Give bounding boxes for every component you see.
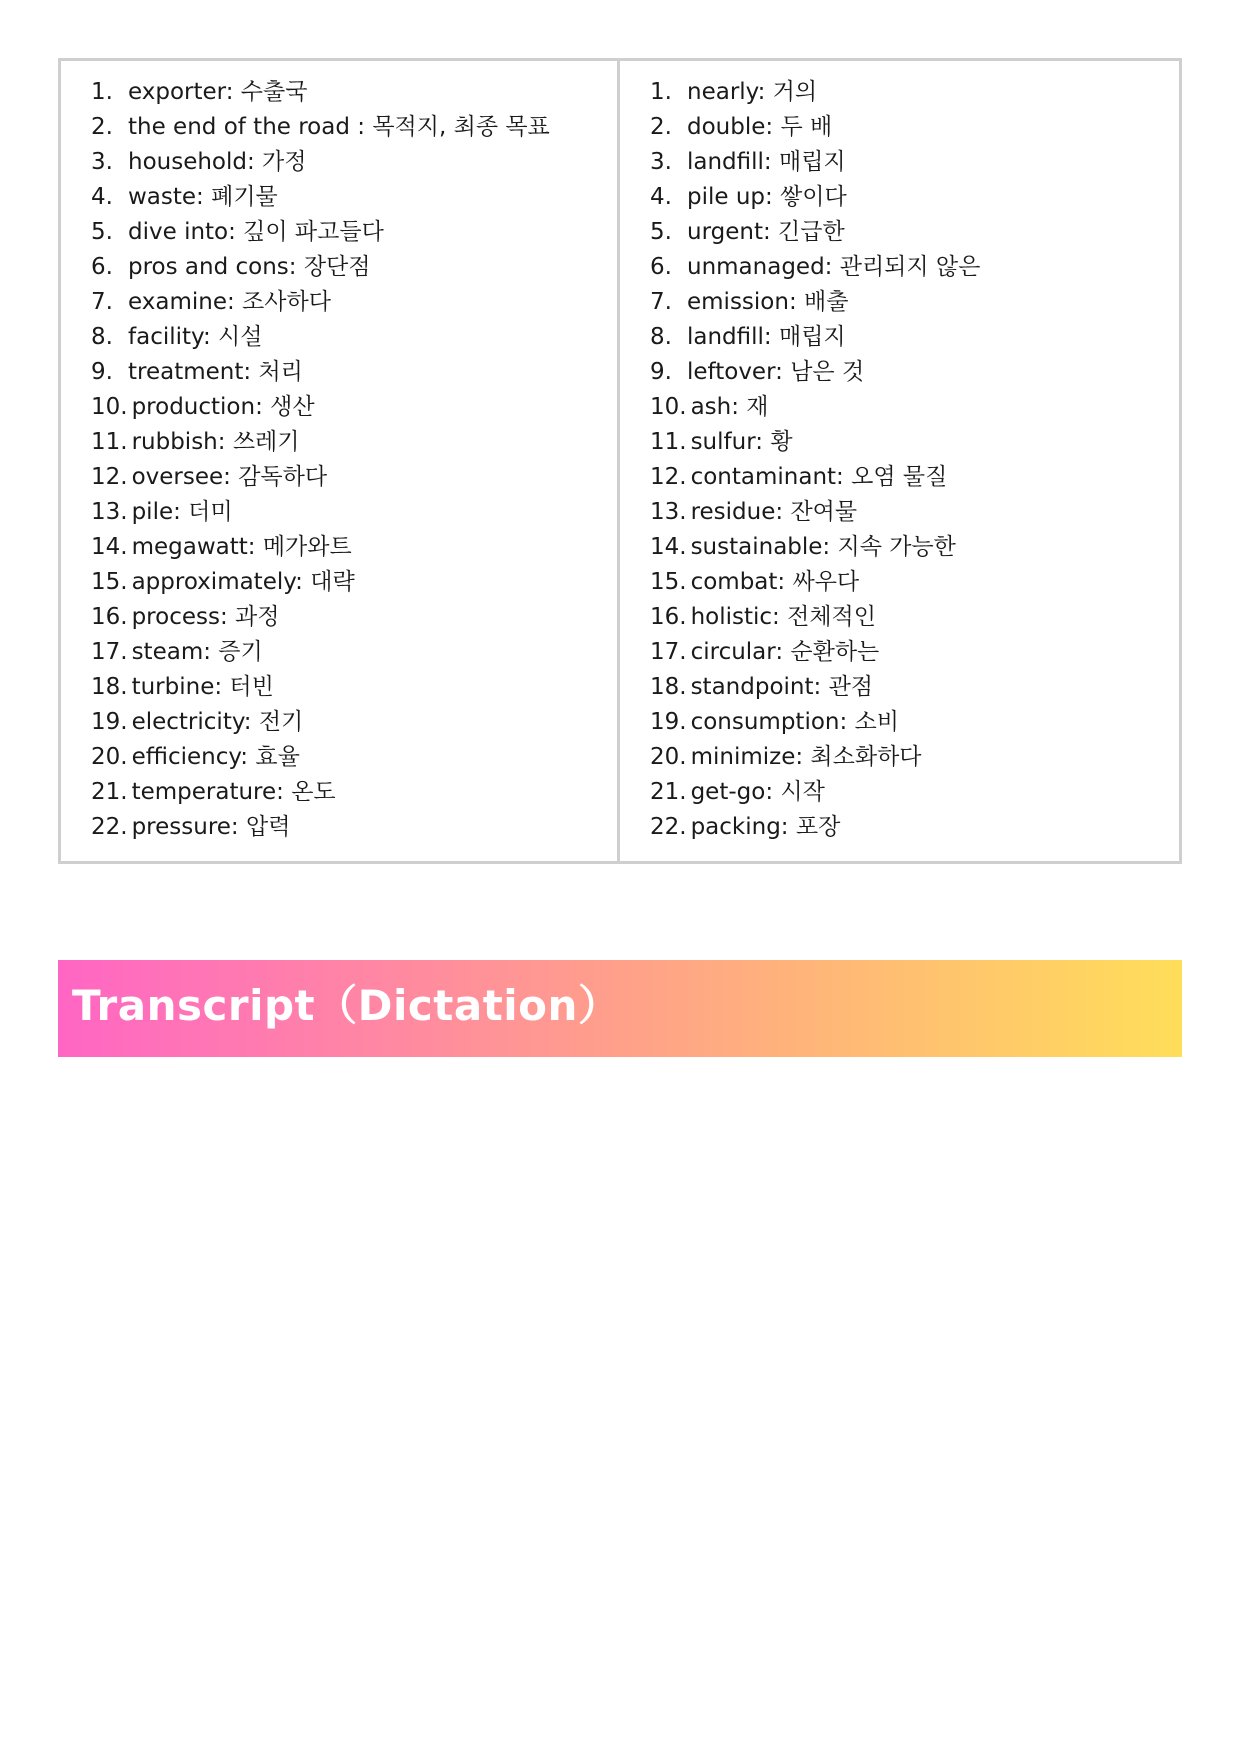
vocab-term: landfill: 매립지	[687, 149, 846, 175]
vocab-number: 19.	[650, 709, 687, 735]
vocab-term: emission: 배출	[687, 289, 849, 315]
vocabulary-list-right	[650, 75, 1179, 845]
vocab-number: 21.	[91, 779, 128, 805]
vocab-term: combat: 싸우다	[690, 569, 860, 595]
vocab-term: double: 두 배	[687, 114, 833, 140]
vocab-number: 4.	[650, 184, 672, 210]
vocab-number: 5.	[650, 219, 672, 245]
vocab-number: 9.	[91, 359, 113, 385]
vocab-number: 12.	[91, 464, 128, 490]
vocab-item	[650, 110, 1179, 145]
vocab-term: circular: 순환하는	[690, 639, 880, 665]
vocab-number: 14.	[91, 534, 128, 560]
vocab-item	[650, 320, 1179, 355]
vocab-item	[91, 775, 617, 810]
vocab-item	[650, 495, 1179, 530]
vocab-item	[650, 390, 1179, 425]
vocab-number: 2.	[91, 114, 113, 140]
vocabulary-list-left	[91, 75, 617, 845]
transcript-title: Transcript（Dictation）	[72, 981, 621, 1030]
vocab-number: 2.	[650, 114, 672, 140]
vocabulary-table	[58, 58, 1182, 864]
vocab-item	[91, 110, 617, 145]
vocab-item	[91, 180, 617, 215]
vocab-item	[650, 285, 1179, 320]
vocab-term: dive into: 깊이 파고들다	[128, 219, 384, 245]
vocab-item	[91, 390, 617, 425]
vocab-term: minimize: 최소화하다	[690, 744, 922, 770]
vocab-number: 16.	[650, 604, 687, 630]
vocab-number: 7.	[91, 289, 113, 315]
vocab-term: exporter: 수출국	[128, 79, 308, 105]
vocab-number: 14.	[650, 534, 687, 560]
vocab-number: 22.	[91, 814, 128, 840]
vocab-number: 20.	[650, 744, 687, 770]
vocab-term: sustainable: 지속 가능한	[690, 534, 956, 560]
vocab-number: 22.	[650, 814, 687, 840]
vocab-number: 15.	[650, 569, 687, 595]
vocab-term: the end of the road : 목적지, 최종 목표	[128, 114, 550, 140]
vocab-term: holistic: 전체적인	[690, 604, 876, 630]
transcript-banner	[58, 960, 1182, 1057]
vocab-number: 7.	[650, 289, 672, 315]
vocab-item	[650, 740, 1179, 775]
vocab-item	[91, 495, 617, 530]
vocab-term: ash: 재	[690, 394, 769, 420]
vocabulary-column-right	[620, 61, 1179, 861]
vocab-item	[91, 460, 617, 495]
vocab-number: 12.	[650, 464, 687, 490]
vocab-term: treatment: 처리	[128, 359, 303, 385]
vocab-number: 18.	[650, 674, 687, 700]
vocab-term: pros and cons: 장단점	[128, 254, 371, 280]
vocab-number: 8.	[650, 324, 672, 350]
vocab-number: 21.	[650, 779, 687, 805]
vocab-term: landfill: 매립지	[687, 324, 846, 350]
vocab-item	[91, 355, 617, 390]
vocab-number: 17.	[91, 639, 128, 665]
vocab-term: unmanaged: 관리되지 않은	[687, 254, 981, 280]
vocab-number: 11.	[91, 429, 128, 455]
vocab-item	[91, 285, 617, 320]
vocab-term: household: 가정	[128, 149, 307, 175]
vocab-item	[650, 670, 1179, 705]
vocabulary-column-left	[61, 61, 620, 861]
vocab-item	[650, 635, 1179, 670]
vocab-item	[650, 180, 1179, 215]
vocab-number: 15.	[91, 569, 128, 595]
vocab-number: 6.	[650, 254, 672, 280]
vocab-item	[650, 705, 1179, 740]
vocab-term: residue: 잔여물	[690, 499, 858, 525]
vocab-item	[91, 145, 617, 180]
vocab-item	[650, 810, 1179, 845]
vocab-term: electricity: 전기	[131, 709, 304, 735]
vocab-number: 19.	[91, 709, 128, 735]
vocab-number: 1.	[650, 79, 672, 105]
vocab-number: 9.	[650, 359, 672, 385]
vocab-term: approximately: 대략	[131, 569, 355, 595]
vocab-item	[650, 75, 1179, 110]
vocab-term: facility: 시설	[128, 324, 263, 350]
vocab-number: 17.	[650, 639, 687, 665]
vocab-term: contaminant: 오염 물질	[690, 464, 948, 490]
vocab-term: process: 과정	[131, 604, 280, 630]
vocab-item	[91, 250, 617, 285]
vocab-term: nearly: 거의	[687, 79, 818, 105]
vocab-term: get-go: 시작	[690, 779, 825, 805]
vocab-term: steam: 증기	[131, 639, 263, 665]
vocab-item	[91, 810, 617, 845]
vocab-item	[91, 705, 617, 740]
vocab-number: 5.	[91, 219, 113, 245]
vocab-term: examine: 조사하다	[128, 289, 331, 315]
vocab-number: 16.	[91, 604, 128, 630]
vocab-term: consumption: 소비	[690, 709, 899, 735]
vocab-number: 3.	[650, 149, 672, 175]
vocab-term: leftover: 남은 것	[687, 359, 865, 385]
vocab-term: rubbish: 쓰레기	[131, 429, 300, 455]
vocab-term: pressure: 압력	[131, 814, 291, 840]
vocab-term: turbine: 터빈	[131, 674, 274, 700]
vocab-number: 13.	[650, 499, 687, 525]
vocab-number: 13.	[91, 499, 128, 525]
vocab-number: 1.	[91, 79, 113, 105]
vocab-item	[91, 565, 617, 600]
vocab-item	[91, 600, 617, 635]
vocab-item	[91, 320, 617, 355]
vocab-term: production: 생산	[131, 394, 315, 420]
vocab-item	[91, 530, 617, 565]
vocab-term: efficiency: 효율	[131, 744, 300, 770]
vocab-number: 18.	[91, 674, 128, 700]
vocab-term: sulfur: 황	[690, 429, 793, 455]
vocab-number: 6.	[91, 254, 113, 280]
vocab-term: temperature: 온도	[131, 779, 336, 805]
vocab-item	[91, 740, 617, 775]
vocab-number: 3.	[91, 149, 113, 175]
vocab-number: 10.	[650, 394, 687, 420]
vocab-term: pile: 더미	[131, 499, 233, 525]
vocab-number: 20.	[91, 744, 128, 770]
vocab-number: 11.	[650, 429, 687, 455]
vocab-item	[650, 145, 1179, 180]
vocab-item	[650, 215, 1179, 250]
vocab-item	[91, 425, 617, 460]
vocab-term: oversee: 감독하다	[131, 464, 328, 490]
vocab-item	[650, 425, 1179, 460]
vocab-term: packing: 포장	[690, 814, 841, 840]
vocab-item	[91, 635, 617, 670]
vocab-item	[650, 355, 1179, 390]
vocab-item	[650, 565, 1179, 600]
vocab-item	[650, 250, 1179, 285]
vocab-item	[91, 670, 617, 705]
vocab-term: urgent: 긴급한	[687, 219, 845, 245]
vocab-term: megawatt: 메가와트	[131, 534, 352, 560]
vocab-term: pile up: 쌓이다	[687, 184, 847, 210]
vocab-number: 10.	[91, 394, 128, 420]
vocab-item	[650, 460, 1179, 495]
vocab-term: waste: 폐기물	[128, 184, 278, 210]
vocab-item	[650, 775, 1179, 810]
vocab-number: 8.	[91, 324, 113, 350]
vocab-item	[650, 600, 1179, 635]
vocab-item	[91, 215, 617, 250]
vocab-number: 4.	[91, 184, 113, 210]
vocab-item	[91, 75, 617, 110]
vocab-item	[650, 530, 1179, 565]
vocab-term: standpoint: 관점	[690, 674, 874, 700]
